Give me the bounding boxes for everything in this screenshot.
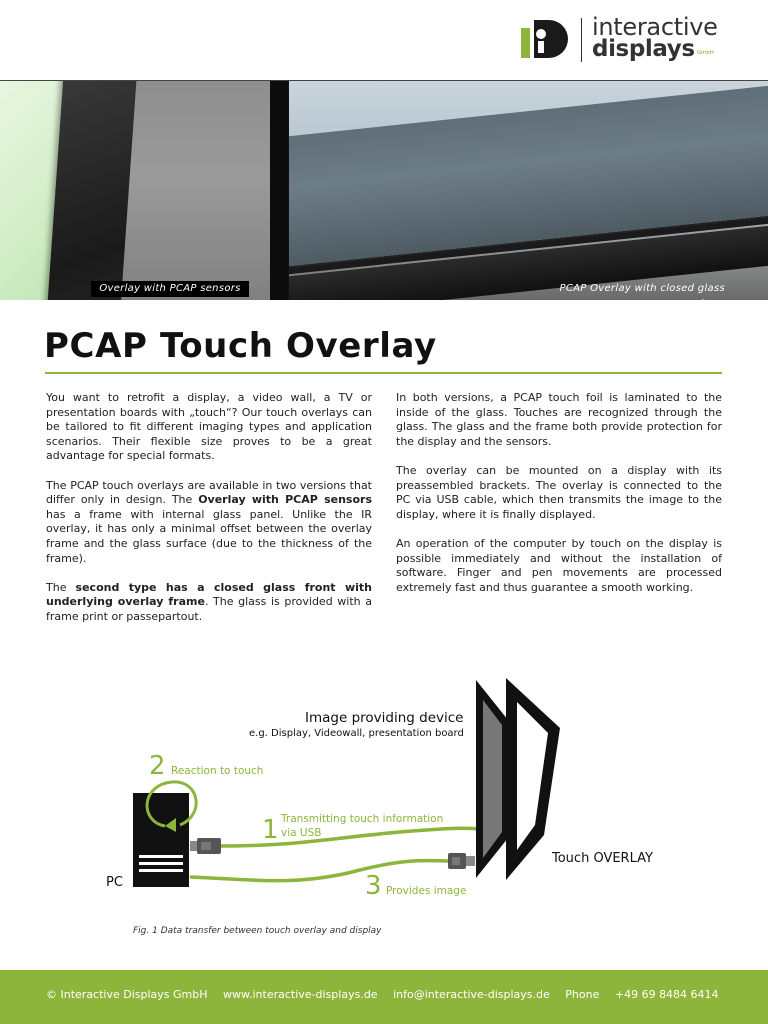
text-column-right bbox=[396, 391, 722, 610]
usb-plug-display-icon bbox=[448, 853, 475, 869]
logo-divider bbox=[581, 18, 582, 62]
device-label: Image providing device bbox=[305, 710, 464, 726]
usb-cable-image bbox=[190, 861, 448, 881]
pc-tower-icon bbox=[133, 793, 189, 887]
logo-wordmark bbox=[592, 13, 718, 62]
step2-label: Reaction to touch bbox=[171, 765, 264, 777]
photo-divider bbox=[270, 81, 288, 300]
text-column-left bbox=[46, 391, 372, 639]
paragraph: In both versions, a PCAP touch foil is laminated to the inside of the glass. Touches are recognized through the glass. The glass and the frame both provide protection for the display and the sensors. bbox=[396, 391, 722, 448]
paragraph: You want to retrofit a display, a video wall, a TV or presentation boards with „touch“? Our touch overlays can be tailored to fit different imaging types and application scenarios. Their flexible size proves to be a great advantage for special formats. bbox=[46, 391, 372, 463]
paragraph: An operation of the computer by touch on the display is possible immediately and without the installation of software. Finger and pen movements are processed extremely fast and thus guarantee a smooth working. bbox=[396, 536, 722, 594]
overlay-label: Touch OVERLAY bbox=[552, 851, 653, 866]
step1-number: 1 bbox=[262, 815, 279, 845]
footer-phone: +49 69 8484 6414 bbox=[614, 988, 719, 1001]
touch-overlay-icon bbox=[506, 678, 560, 880]
step1-label-line1: Transmitting touch information bbox=[281, 813, 444, 825]
emphasis: second type has a closed glass front with underlying overlay frame bbox=[46, 580, 372, 609]
figure-caption: Fig. 1 Data transfer between touch overlay and display bbox=[133, 926, 382, 936]
emphasis: Overlay with PCAP sensors bbox=[198, 493, 372, 507]
footer bbox=[0, 970, 768, 1024]
data-transfer-diagram bbox=[0, 660, 768, 940]
title-rule bbox=[45, 372, 722, 374]
pc-label: PC bbox=[106, 875, 123, 890]
paragraph: The PCAP touch overlays are available in two versions that differ only in design. The Overlay with PCAP sensors has a frame with internal glass panel. Unlike the IR overlay, it has only a minimal offset between the overlay frame and the glass surface (due to the thickness of the frame). bbox=[46, 478, 372, 565]
logo-mark-icon bbox=[521, 16, 577, 62]
footer-contact bbox=[46, 988, 731, 1001]
step2-number: 2 bbox=[149, 751, 166, 781]
page-title: PCAP Touch Overlay bbox=[44, 326, 437, 366]
company-logo bbox=[521, 13, 731, 64]
logo-line2: displays bbox=[592, 36, 695, 62]
step3-number: 3 bbox=[365, 871, 382, 901]
logo-suffix: GmbH bbox=[696, 50, 714, 56]
photo-caption-left: Overlay with PCAP sensors bbox=[91, 281, 249, 297]
footer-email-link[interactable]: info@interactive-displays.de bbox=[393, 988, 550, 1001]
photo-closed-glass-front bbox=[289, 81, 768, 310]
usb-plug-pc-icon bbox=[190, 838, 221, 854]
photo-overlay-pcap-sensors bbox=[0, 81, 270, 300]
paragraph: The second type has a closed glass front with underlying overlay frame. The glass is provided with a frame print or passepartout. bbox=[46, 580, 372, 623]
photo-caption-right: PCAP Overlay with closed glass front bbox=[559, 283, 725, 310]
display-device-icon bbox=[476, 680, 508, 878]
step3-label: Provides image bbox=[386, 885, 467, 897]
paragraph: The overlay can be mounted on a display with its preassembled brackets. The overlay is connected to the PC via USB cable, which then transmits the image to the display, where it is finally displayed. bbox=[396, 463, 722, 521]
device-sublabel: e.g. Display, Videowall, presentation board bbox=[249, 728, 464, 739]
footer-copyright: © Interactive Displays GmbH bbox=[46, 988, 208, 1001]
photo-band bbox=[0, 81, 768, 310]
footer-phone-label: Phone bbox=[565, 988, 600, 1001]
footer-website-link[interactable]: www.interactive-displays.de bbox=[223, 988, 378, 1001]
step1-label-line2: via USB bbox=[281, 827, 322, 839]
logo-line1: interactive bbox=[592, 13, 718, 41]
